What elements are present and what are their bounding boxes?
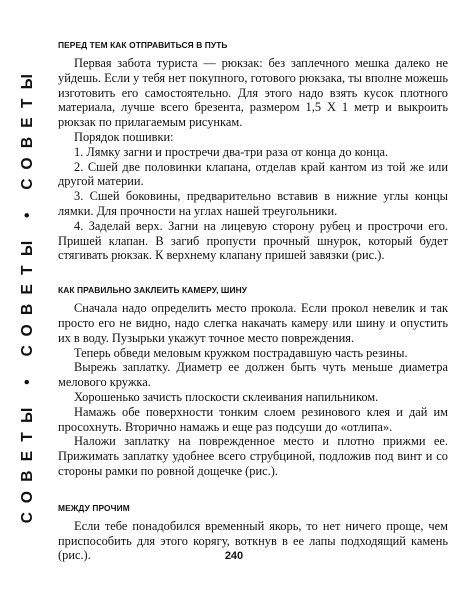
paragraph: Порядок пошивки: <box>74 129 174 144</box>
page-number: 240 <box>224 550 244 562</box>
section-heading: ПЕРЕД ТЕМ КАК ОТПРАВИТЬСЯ В ПУТЬ <box>58 40 228 50</box>
paragraph: Намажь обе поверхности тонким слоем резинового клея и дай им просохнуть. Вторично намажь и еще раз подсуши до «отлипа». <box>58 404 448 434</box>
paragraph: 2. Сшей две половинки клапана, отделав край кантом из той же или другой материи. <box>58 159 448 189</box>
paragraph: 1. Лямку загни и простречи два-три раза от конца до конца. <box>74 144 389 159</box>
paragraph: Хорошенько зачисть плоскости склеивания напильником. <box>74 389 379 404</box>
paragraph: Первая забота туриста — рюкзак: без заплечного мешка далеко не уйдешь. Если у тебя нет покупного, готового рюкзака, ты вполне можешь изготовить его самостоятельно. Для этого надо взять кусок плотного материала, лучше всего брезента, размером 1,5 Х 1 метр и выкроить рюкзак по прилагаемым рисункам. <box>58 56 448 130</box>
paragraph: 4. Заделай верх. Загни на лицевую сторону рубец и прострочи его. Пришей клапан. В загиб пропусти прочный шнурок, который будет стягивать рюкзак. К верхнему клапану пришей завязки (рис.). <box>58 218 448 263</box>
section-backpack <box>58 40 448 263</box>
paragraph: Наложи заплатку на поврежденное место и плотно прижми ее. Прижимать заплатку удобнее всего струбциной, подложив под винт и со стороны рамки по ровной дощечке (рис.). <box>58 434 448 478</box>
side-rail <box>14 24 42 564</box>
paragraph: 3. Сшей боковины, предварительно вставив в нижние углы концы лямки. Для прочности на углах нашей треугольники. <box>58 189 448 218</box>
page-content <box>58 40 448 563</box>
paragraph: Если тебе понадобился временный якорь, то нет ничего проще, чем приспособить для этого корягу, воткнув в ее лапы подходящий камень (рис.). <box>58 518 448 563</box>
section-tire-repair <box>58 285 448 479</box>
section-heading: МЕЖДУ ПРОЧИМ <box>58 502 130 513</box>
side-rail-text: СОВЕТЫ • СОВЕТЫ • СОВЕТЫ <box>19 64 36 524</box>
paragraph: Сначала надо определить место прокола. Если прокол невелик и так просто его не видно, надо слегка накачать камеру или шину и опустить их в воду. Пузырьки укажут точное место повреждения. <box>58 301 448 345</box>
paragraph: Вырежь заплатку. Диаметр ее должен быть чуть меньше диаметра мелового кружка. <box>58 360 448 390</box>
paragraph: Теперь обведи меловым кружком пострадавшую часть резины. <box>74 345 408 360</box>
section-heading: КАК ПРАВИЛЬНО ЗАКЛЕИТЬ КАМЕРУ, ШИНУ <box>58 285 248 296</box>
